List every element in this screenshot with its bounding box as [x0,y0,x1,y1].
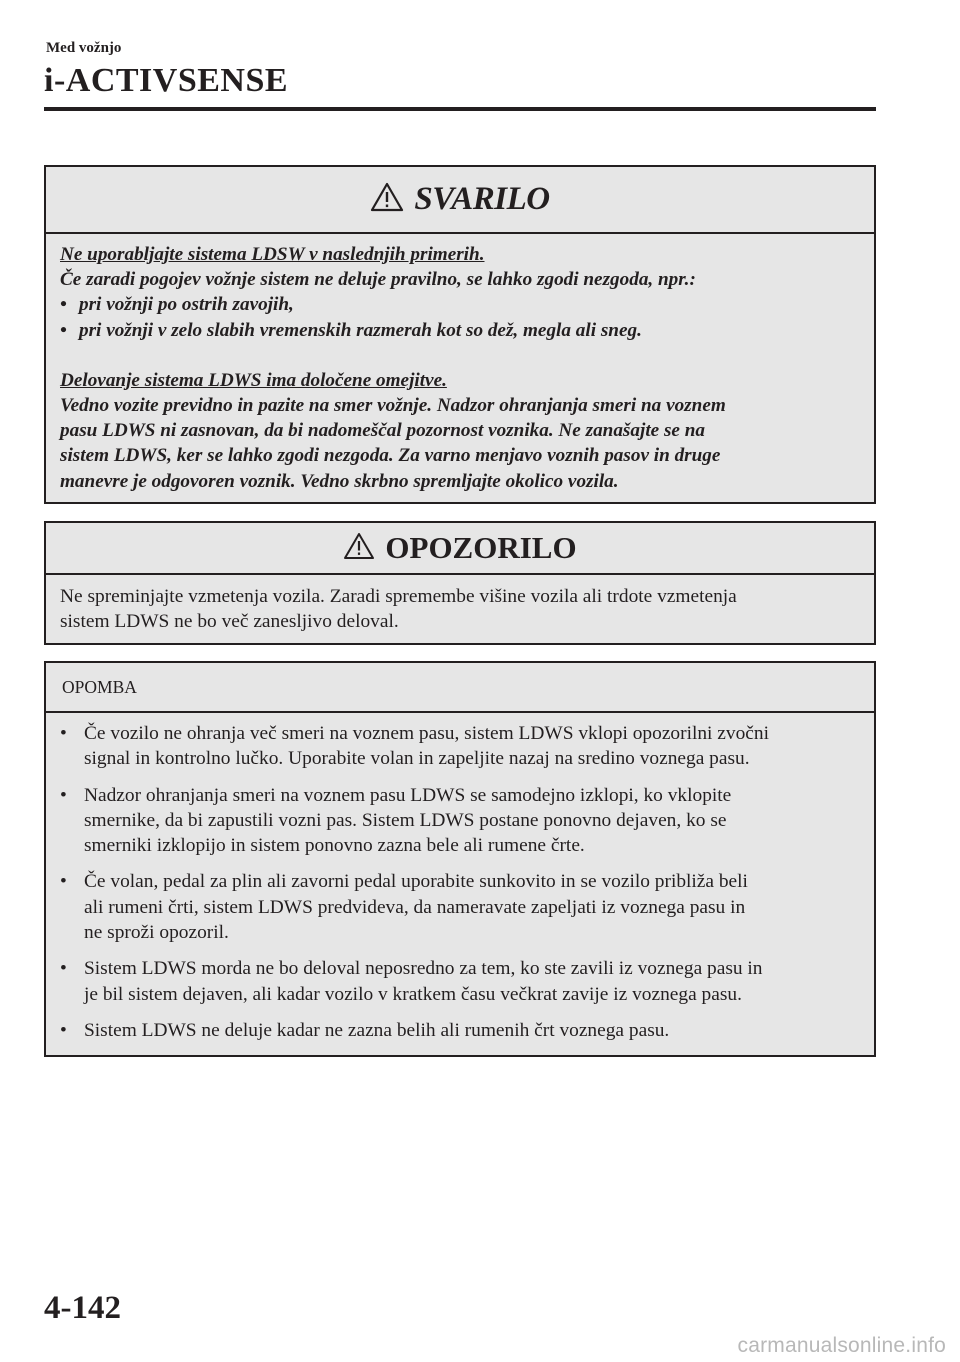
bullet-icon: • [60,871,67,893]
warning-box [44,165,876,504]
bullet-icon: • [60,319,67,341]
note-line: Sistem LDWS ne deluje kadar ne zazna belih ali rumenih črt voznega pasu. [84,1019,670,1041]
warning-heading-1: Ne uporabljajte sistema LDSW v naslednjih primerih. [60,244,485,265]
page-number: 4-142 [44,1290,121,1326]
warning-bullet-text: pri vožnji po ostrih zavojih, [79,294,294,316]
watermark: carmanualsonline.info [737,1334,946,1357]
note-line: ali rumeni črti, sistem LDWS predvideva, da nameravate zapeljati iz voznega pasu in [84,896,746,918]
warning-line: pasu LDWS ni zasnovan, da bi nadomeščal pozornost voznika. Ne zanašajte se na [60,420,706,442]
chapter-title: i-ACTIVSENSE [44,62,289,99]
warning-line: sistem LDWS, ker se lahko zgodi nezgoda. Za varno menjavo voznih pasov in druge [60,445,721,467]
caution-header [46,523,874,575]
note-line: Če vozilo ne ohranja več smeri na voznem pasu, sistem LDWS vklopi opozorilni zvočni [84,723,769,744]
caution-title: OPOZORILO [385,530,577,565]
bullet-icon: • [60,294,67,316]
warning-text-1: Če zaradi pogojev vožnje sistem ne deluje pravilno, se lahko zgodi nezgoda, npr.: [60,269,696,291]
caution-line: sistem LDWS ne bo več zanesljivo deloval. [60,611,399,632]
note-item [60,1018,860,1043]
warning-bullet [60,318,860,343]
warning-header [46,167,874,234]
note-line: je bil sistem dejaven, ali kadar vozilo v kratkem času večkrat zavije iz voznega pasu. [84,983,742,1005]
note-line: Sistem LDWS morda ne bo deloval neposredno za tem, ko ste zavili iz voznega pasu in [84,958,763,980]
note-line: smerniki izklopijo in sistem ponovno zazna bele ali rumene črte. [84,835,585,857]
note-line: Če volan, pedal za plin ali zavorni pedal uporabite sunkovito in se vozilo približa beli [84,871,748,893]
note-title: OPOMBA [62,676,137,697]
caution-body [46,575,874,634]
warning-line: manevre je odgovoren voznik. Vedno skrbno spremljajte okolico vozila. [60,470,619,492]
note-item [60,956,860,1007]
bullet-icon: • [60,958,67,980]
note-line: Nadzor ohranjanja smeri na voznem pasu LDWS se samodejno izklopi, ko vklopite [84,784,732,806]
warning-line: Vedno vozite previdno in pazite na smer vožnje. Nadzor ohranjanja smeri na voznem [60,395,726,417]
note-line: smernike, da bi zapustili vozni pas. Sistem LDWS postane ponovno dejaven, ko se [84,809,727,831]
bullet-icon: • [60,784,67,806]
warning-triangle-icon [343,532,375,565]
warning-bullet [60,292,860,317]
warning-triangle-icon [370,182,404,217]
section-label: Med vožnjo [46,40,122,56]
note-box [44,661,876,1057]
note-item [60,869,860,945]
note-header [46,663,874,713]
caution-line: Ne spreminjajte vzmetenja vozila. Zaradi spremembe višine vozila ali trdote vzmetenja [60,586,737,607]
warning-heading-2: Delovanje sistema LDWS ima določene omejitve. [60,369,447,391]
note-item [60,783,860,859]
note-body [46,713,874,1043]
note-line: ne sproži opozoril. [84,922,229,944]
note-item [60,721,860,772]
bullet-icon: • [60,1019,67,1041]
warning-body [46,234,874,494]
caution-box [44,521,876,645]
bullet-icon: • [60,723,67,744]
warning-title: SVARILO [414,181,550,217]
note-line: signal in kontrolno lučko. Uporabite volan in zapeljite nazaj na sredino voznega pasu. [84,748,750,770]
warning-bullet-text: pri vožnji v zelo slabih vremenskih razmerah kot so dež, megla ali sneg. [79,319,642,341]
header-divider [44,107,876,111]
